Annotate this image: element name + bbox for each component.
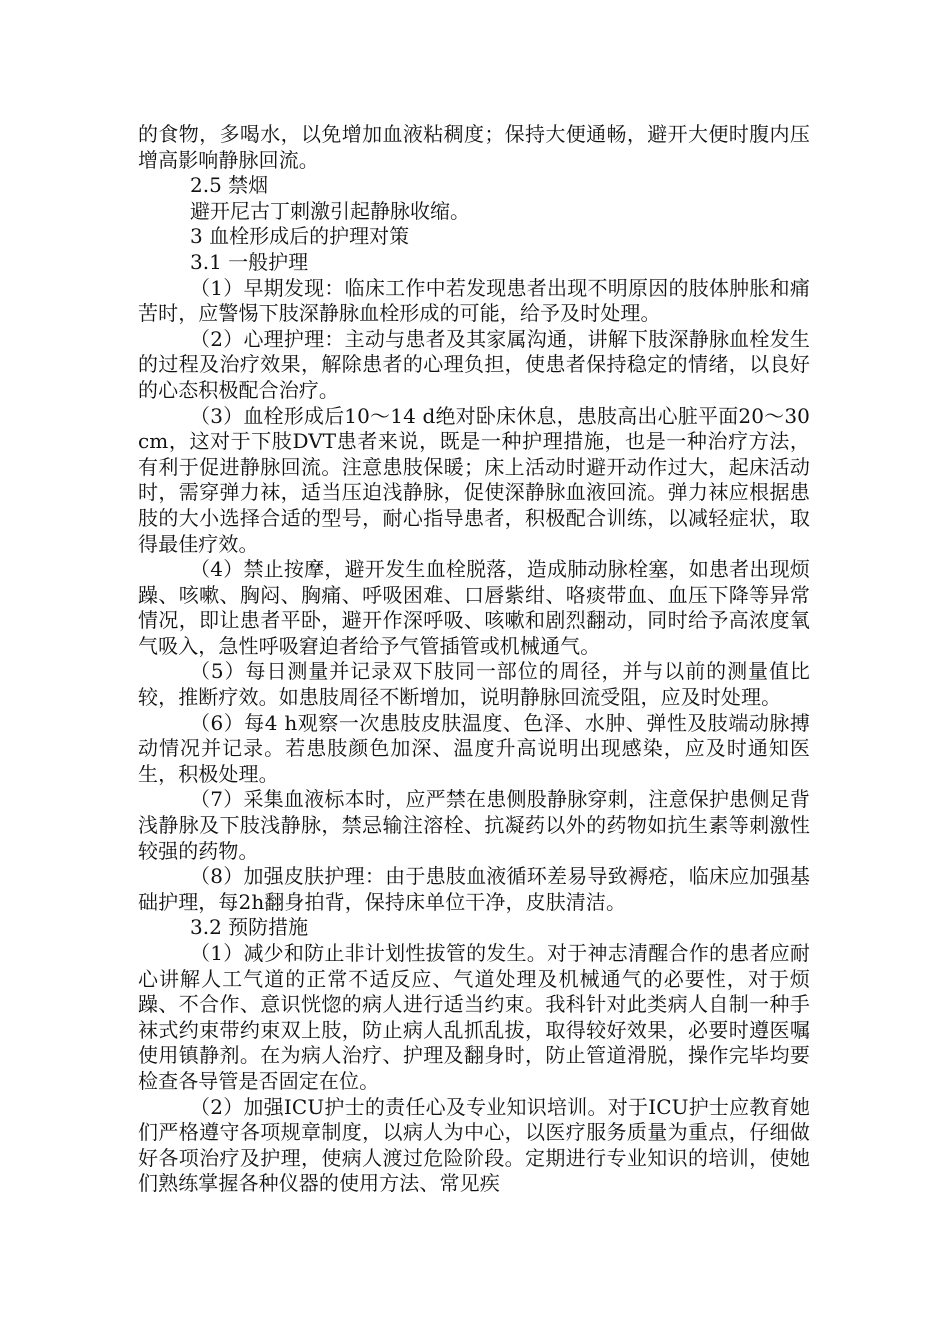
document-page <box>138 122 810 1197</box>
paragraph-2-5-body: 避开尼古丁刺激引起静脉收缩。 <box>190 198 470 223</box>
paragraph-item-2: （2）心理护理：主动与患者及其家属沟通，讲解下肢深静脉血栓发生的过程及治疗效果，解除患者的心理负担，使患者保持稳定的情绪，以良好的心态积极配合治疗。 <box>138 326 810 402</box>
section-heading-3: 3 血栓形成后的护理对策 <box>190 224 410 249</box>
paragraph-prevention-2: （2）加强ICU护士的责任心及专业知识培训。对于ICU护士应教育她们严格遵守各项规章制度，以病人为中心，以医疗服务质量为重点，仔细做好各项治疗及护理，使病人渡过危险阶段。定期进行专业知识的培训，使她们熟练掌握各种仪器的使用方法、常见疾 <box>138 1094 810 1196</box>
section-heading-3-1: 3.1 一般护理 <box>190 249 309 274</box>
paragraph-item-6: （6）每4 h观察一次患肢皮肤温度、色泽、水肿、弹性及肢端动脉搏动情况并记录。若患肢颜色加深、温度升高说明出现感染，应及时通知医生，积极处理。 <box>138 710 810 786</box>
paragraph-item-3: （3）血栓形成后10～14 d绝对卧床休息，患肢高出心脏平面20～30 cm，这对于下肢DVT患者来说，既是一种护理措施，也是一种治疗方法，有利于促进静脉回流。注意患肢保暖；床上活动时避开动作过大，起床活动时，需穿弹力袜，适当压迫浅静脉，促使深静脉血液回流。弹力袜应根据患肢的大小选择合适的型号，耐心指导患者，积极配合训练，以减轻症状，取得最佳疗效。 <box>138 403 810 556</box>
paragraph-continuation: 的食物，多喝水，以免增加血液粘稠度；保持大便通畅，避开大便时腹内压增高影响静脉回流。 <box>138 122 810 172</box>
section-heading-3-2: 3.2 预防措施 <box>190 915 309 940</box>
paragraph-item-8: （8）加强皮肤护理：由于患肢血液循环差易导致褥疮，临床应加强基础护理，每2h翻身拍背，保持床单位干净，皮肤清洁。 <box>138 864 810 914</box>
paragraph-item-1: （1）早期发现：临床工作中若发现患者出现不明原因的肢体肿胀和痛苦时，应警惕下肢深静脉血栓形成的可能，给予及时处理。 <box>138 275 810 326</box>
paragraph-item-5: （5）每日测量并记录双下肢同一部位的周径，并与以前的测量值比较，推断疗效。如患肢周径不断增加，说明静脉回流受阻，应及时处理。 <box>138 659 810 710</box>
paragraph-item-4: （4）禁止按摩，避开发生血栓脱落，造成肺动脉栓塞，如患者出现烦躁、咳嗽、胸闷、胸痛、呼吸困难、口唇紫绀、咯痰带血、血压下降等异常情况，即让患者平卧，避开作深呼吸、咳嗽和剧烈翻动，同时给予高浓度氧气吸入，急性呼吸窘迫者给予气管插管或机械通气。 <box>138 557 810 658</box>
paragraph-item-7: （7）采集血液标本时，应严禁在患侧股静脉穿刺，注意保护患侧足背浅静脉及下肢浅静脉，禁忌输注溶栓、抗凝药以外的药物如抗生素等刺激性较强的药物。 <box>138 787 810 863</box>
paragraph-prevention-1: （1）减少和防止非计划性拔管的发生。对于神志清醒合作的患者应耐心讲解人工气道的正常不适反应、气道处理及机械通气的必要性，对于烦躁、不合作、意识恍惚的病人进行适当约束。我科针对此类病人自制一种手袜式约束带约束双上肢，防止病人乱抓乱拔，取得较好效果，必要时遵医嘱使用镇静剂。在为病人治疗、护理及翻身时，防止管道滑脱，操作完毕均要检查各导管是否固定在位。 <box>138 941 810 1093</box>
section-heading-2-5: 2.5 禁烟 <box>190 173 269 198</box>
